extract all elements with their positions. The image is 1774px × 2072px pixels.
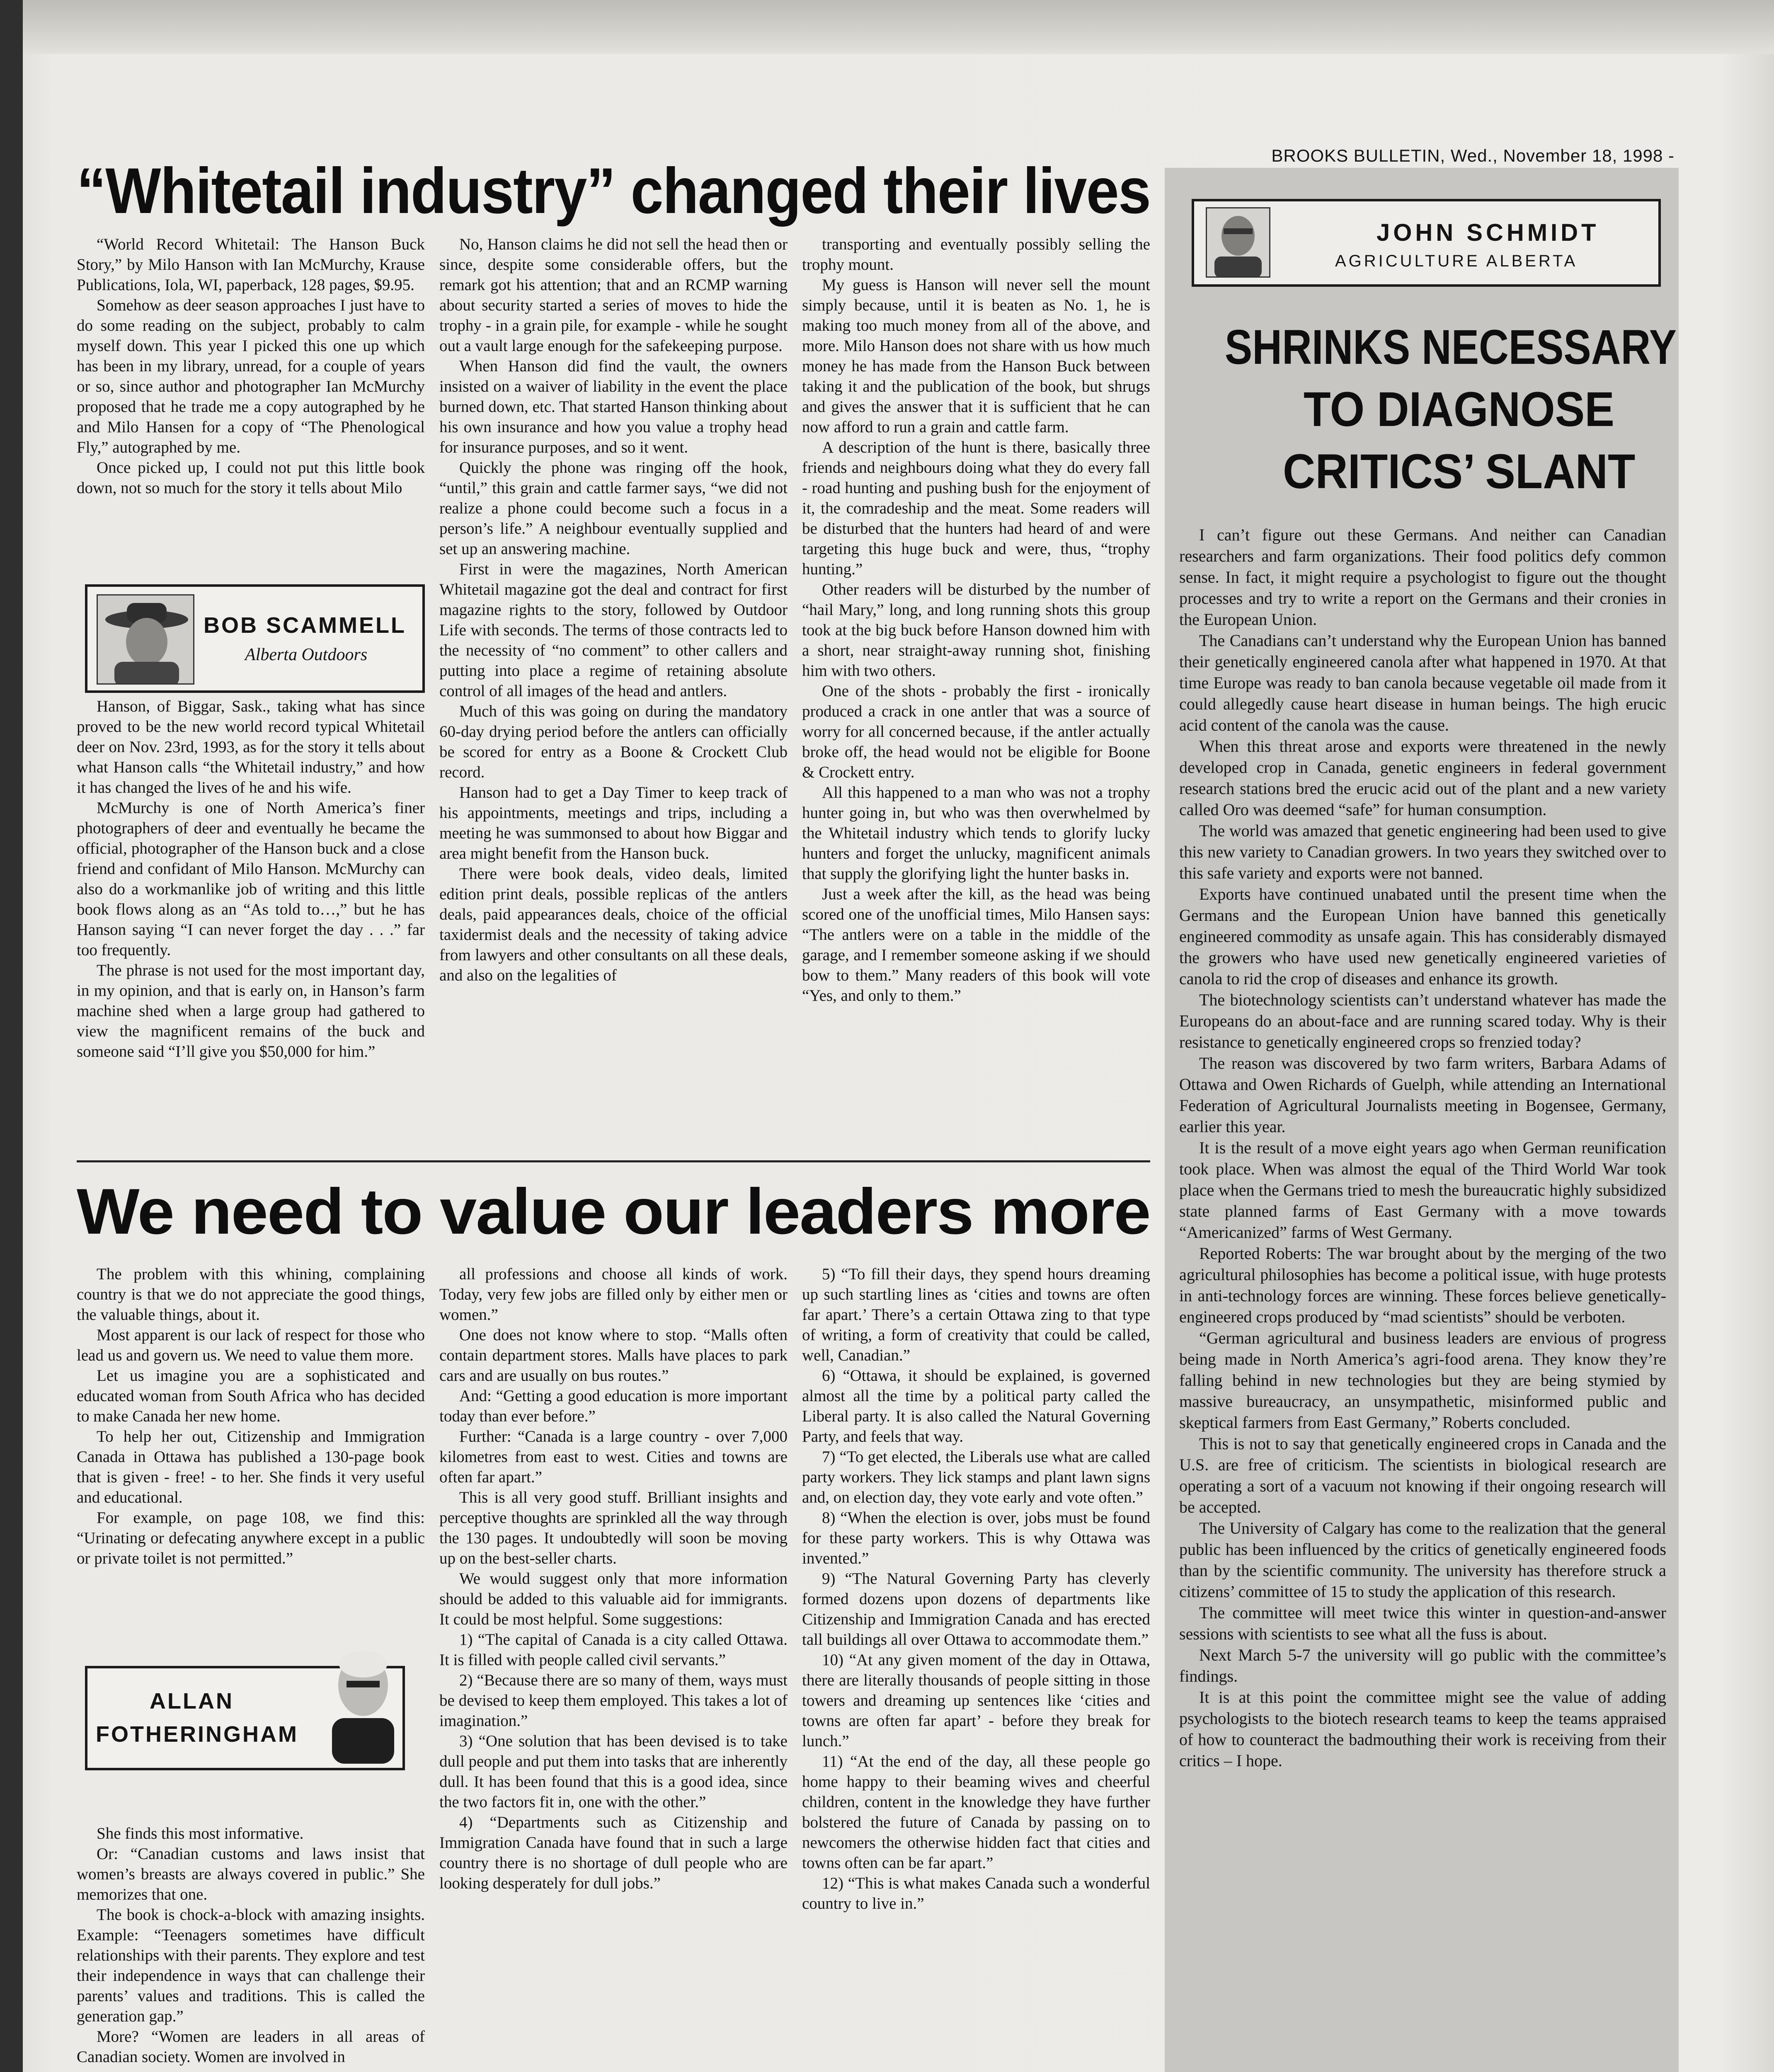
paragraph: It is the result of a move eight years ago when German reunification took place. When was almost the equal of the Third World War took place when the Germans tried to mesh the bureaucratic highly subsidized state planned farms of East Germany with a move towards “Americanized” farms of West Germany. (1179, 1138, 1666, 1242)
paragraph: Exports have continued unabated until the present time when the Germans and the European Union have banned this genetically engineered commodity as unsafe again. This has considerably dismayed the growers who have used new genetically engineered varieties of canola to rid the crop of diseases and enhance its growth. (1179, 885, 1666, 988)
headline-shrinks-line2: TO DIAGNOSE (1304, 382, 1614, 437)
paragraph: 2) “Because there are so many of them, ways must be devised to keep them employed. This takes a lot of imagination.” (439, 1671, 788, 1730)
paragraph: 12) “This is what makes Canada such a wonderful country to live in.” (802, 1874, 1150, 1912)
author-name: JOHN SCHMIDT (1377, 219, 1600, 246)
paragraph: When this threat arose and exports were threatened in the newly developed crop in Canada, genetic engineers in federal government research stations bred the erucic acid out of the plant and a new variety called Oro was deemed “safe” for human consumption. (1179, 737, 1666, 819)
article3-col3 (802, 1264, 1150, 1914)
paragraph: 7) “To get elected, the Liberals use what are called party workers. They lick stamps and plant lawn signs and, on election day, they vote early and vote often.” (802, 1448, 1150, 1506)
article3-col1b (77, 1823, 425, 2067)
paragraph: She finds this most informative. (97, 1825, 304, 1842)
paragraph: More? “Women are leaders in all areas of Canadian society. Women are involved in (77, 2028, 425, 2066)
paragraph: 4) “Departments such as Citizenship and Immigration Canada have found that in such a large country there is no shortage of dull people who are looking desperately for dull jobs.” (439, 1813, 788, 1892)
paragraph: The book is chock-a-block with amazing insights. Example: “Teenagers sometimes have difficult relationships with their parents. They explore and test their independence in ways that can challenge their parents’ values and traditions. This is called the generation gap.” (77, 1906, 425, 2025)
author-photo-image (1207, 208, 1269, 276)
paragraph: I can’t figure out these Germans. And neither can Canadian researchers and farm organizations. Their food politics defy common sense. In fact, it might require a psychologist to figure out the thought processes and try to write a report on the Germans and their cronies in the European Union. (1179, 525, 1666, 629)
paragraph: 11) “At the end of the day, all these people go home happy to their beaming wives and cheerful children, content in the knowledge they have further bolstered the future of Canada by passing on to newcomers the otherwise hidden fact that cities and towns often can be far apart.” (802, 1752, 1150, 1872)
scan-left-edge (0, 0, 23, 2072)
paragraph: 9) “The Natural Governing Party has cleverly formed dozens upon dozens of departments like Citizenship and Immigration Canada and has erected tall buildings all over Ottawa to accommodate them.” (802, 1570, 1150, 1648)
article3-col2 (439, 1264, 788, 1893)
headline-value-leaders: We need to value our leaders more (77, 1176, 1150, 1248)
paragraph: Other readers will be disturbed by the number of “hail Mary,” long, and long running shots this group took at the big buck before Hanson downed him with a short, near straight-away running shot, finishing him with two others. (802, 581, 1150, 680)
paragraph: And: “Getting a good education is more important today than ever before.” (439, 1387, 788, 1425)
paragraph: Once picked up, I could not put this little book down, not so much for the story it tells about Milo (77, 459, 425, 497)
article3-col1a (77, 1264, 425, 1569)
author-photo (1206, 207, 1270, 278)
paragraph: transporting and eventually possibly selling the trophy mount. (802, 235, 1150, 274)
paragraph: A description of the hunt is there, basically three friends and neighbours doing what they do every fall - road hunting and pushing bush for the enjoyment of it, the comradeship and the meat. Some readers will be disturbed that the hunters had heard of and were targeting this huge buck and were, thus, “trophy hunting.” (802, 438, 1150, 578)
paragraph: To help her out, Citizenship and Immigration Canada in Ottawa has published a 130-page book that is given - free! - to her. She finds it very useful and educational. (77, 1428, 425, 1506)
paragraph: There were book deals, video deals, limited edition print deals, possible replicas of the antlers deals, paid appearances deals, choice of the official taxidermist deals and the necessity of taking advice from lawyers and other consultants on all these deals, and also on the legalities of (439, 865, 788, 984)
paragraph: My guess is Hanson will never sell the mount simply because, until it is beaten as No. 1, he is making too much money from all of the above, and more. Milo Hanson does not share with us how much money he has made from the Hanson Buck between taking it and the publication of the book, but shrugs and gives the answer that it is sufficient that he can now afford to run a grain and cattle farm. (802, 276, 1150, 436)
paragraph: The reason was discovered by two farm writers, Barbara Adams of Ottawa and Owen Richards of Guelph, while attending an International Federation of Agricultural Journalists meeting in Bogensee, Germany, earlier this year. (1179, 1054, 1666, 1136)
author-photo-image (98, 595, 193, 683)
article2-body (1179, 524, 1666, 1771)
paragraph: The problem with this whining, complaining country is that we do not appreciate the good things, the valuable things, about it. (77, 1265, 425, 1324)
paragraph: Most apparent is our lack of respect for those who lead us and govern us. We need to value them more. (77, 1326, 425, 1364)
paragraph: The University of Calgary has come to the realization that the general public has been influenced by the critics of genetically engineered foods than by the scientific community. The university has therefore struck a citizens’ committee of 15 to study the application of this research. (1179, 1519, 1666, 1601)
paragraph: 1) “The capital of Canada is a city called Ottawa. It is filled with people called civil servants.” (439, 1631, 788, 1669)
paragraph: This is all very good stuff. Brilliant insights and perceptive thoughts are sprinkled all the way through the 130 pages. It undoubtedly will soon be moving up on the best-seller charts. (439, 1489, 788, 1567)
article1-col1a (77, 234, 425, 498)
paragraph: One does not know where to stop. “Malls often contain department stores. Malls have places to park cars and are usually on bus routes.” (439, 1326, 788, 1385)
paragraph: 10) “At any given moment of the day in Ottawa, there are literally thousands of people sitting in those towers and dreaming up sentences like ‘cities and towns are often far apart’ - before they break for lunch.” (802, 1651, 1150, 1750)
paragraph: Quickly the phone was ringing off the hook, “until,” this grain and cattle farmer says, “we did not realize a phone could become such a focus in a person’s life.” A neighbour eventually supplied and set up an answering machine. (439, 459, 788, 558)
byline-john-schmidt (1192, 199, 1661, 287)
paragraph: Somehow as deer season approaches I just have to do some reading on the subject, probably to calm myself down. This year I picked this one up which has been in my library, unread, for a couple of years or so, since author and photographer Ian McMurchy proposed that he trade me a copy autographed by he and Milo Hansen for a copy of “The Phenological Fly,” autographed by me. (77, 296, 425, 456)
article1-col1b (77, 696, 425, 1062)
paragraph: We would suggest only that more information should be added to this valuable aid for immigrants. It could be most helpful. Some suggestions: (439, 1570, 788, 1628)
paragraph: No, Hanson claims he did not sell the head then or since, despite some considerable offers, but the remark got his attention; that and an RCMP warning about security started a series of moves to hide the trophy - in a grain pile, for example - while he sought out a vault large enough for the safekeeping purpose. (439, 235, 788, 355)
paragraph: It is at this point the committee might see the value of adding psychologists to the biotech research teams to keep the teams appraised of how to counteract the badmouthing their work is receiving from their critics – I hope. (1179, 1688, 1666, 1770)
headline-shrinks-line1: SHRINKS NECESSARY (1225, 320, 1677, 375)
paragraph: “German agricultural and business leaders are envious of progress being made in North America’s agri-food arena. They know they’re falling behind in new technologies but they are being stymied by massive bureaucracy, an unsympathetic, misinformed public and skeptical farmers from East Germany,” Roberts concluded. (1179, 1329, 1666, 1432)
article1-col2 (439, 234, 788, 985)
paragraph: For example, on page 108, we find this: “Urinating or defecating anywhere except in a public or private toilet is not permitted.” (77, 1509, 425, 1567)
paragraph: This is not to say that genetically engineered crops in Canada and the U.S. are free of criticism. The scientists in biological research are operating a sort of a vacuum not knowing if their ongoing research will be accepted. (1179, 1434, 1666, 1516)
headline-whitetail: “Whitetail industry” changed their lives (77, 155, 1151, 227)
byline-allan-fotheringham (85, 1666, 405, 1770)
author-name-line2: FOTHERINGHAM (96, 1722, 298, 1747)
paragraph: The phrase is not used for the most important day, in my opinion, and that is early on, in Hanson’s farm machine shed when a large group had gathered to view the magnificent remains of the buck and someone said “I’ll give you $50,000 for him.” (77, 961, 425, 1060)
author-photo (328, 1639, 398, 1764)
paragraph: 5) “To fill their days, they spend hours dreaming up such startling lines as ‘cities and towns are often far apart.’ There’s a certain Ottawa zing to that type of writing, a form of creativity that could be called, well, Canadian.” (802, 1265, 1150, 1364)
paragraph: When Hanson did find the vault, the owners insisted on a waiver of liability in the event the place burned down, etc. That started Hanson thinking about his own insurance and how you value a trophy head for insurance purposes, and so it went. (439, 357, 788, 456)
paragraph: Let us imagine you are a sophisticated and educated woman from South Africa who has decided to make Canada her new home. (77, 1367, 425, 1425)
paragraph: Reported Roberts: The war brought about by the merging of the two agricultural philosophies has become a political issue, with huge protests in anti-technology forces are winning. These forces believe genetically-engineered crops produced by “mad scientists” should be verboten. (1179, 1244, 1666, 1326)
page-folio: BROOKS BULLETIN, Wed., November 18, 1998 - (1271, 146, 1675, 165)
section-rule (77, 1160, 1150, 1162)
column-name: Alberta Outdoors (245, 645, 368, 664)
paragraph: First in were the magazines, North American Whitetail magazine got the deal and contract for first magazine rights to the story, followed by Outdoor Life with seconds. The terms of those contracts led to the necessity of “no comment” to other callers and putting into place a regime of retaining absolute control of all images of the head and antlers. (439, 560, 788, 700)
paragraph: Further: “Canada is a large country - over 7,000 kilometres from east to west. Cities and towns are often far apart.” (439, 1428, 788, 1486)
article1-col3 (802, 234, 1150, 1006)
paragraph: 8) “When the election is over, jobs must be found for these party workers. This is why Ottawa was invented.” (802, 1509, 1150, 1567)
headline-shrinks-line3: CRITICS’ SLANT (1283, 444, 1636, 499)
paragraph: Hanson had to get a Day Timer to keep track of his appointments, meetings and trips, including a meeting he was summonsed to about how Biggar and area might benefit from the Hanson buck. (439, 784, 788, 862)
author-name: BOB SCAMMELL (204, 613, 406, 638)
paragraph: McMurchy is one of North America’s finer photographers of deer and eventually he became the official, photographer of the Hanson buck and a close friend and confidant of Milo Hanson. McMurchy can also do a workmanlike job of writing and this little book flows along as an “As told to…,” but he has Hanson saying “I can never forget the day . . .” far too frequently. (77, 799, 425, 959)
paragraph: The world was amazed that genetic engineering had been used to give this new variety to Canadian growers. In two years they switched over to this safe variety and exports were not banned. (1179, 821, 1666, 882)
paragraph: all professions and choose all kinds of work. Today, very few jobs are filled only by either men or women.” (439, 1265, 788, 1324)
paragraph: Next March 5-7 the university will go public with the committee’s findings. (1179, 1646, 1666, 1685)
paragraph: Much of this was going on during the mandatory 60-day drying period before the antlers can officially be scored for entry as a Boone & Crockett Club record. (439, 702, 788, 781)
paragraph: All this happened to a man who was not a trophy hunter going in, but who was then overwhelmed by the Whitetail industry which tends to glorify lucky hunters and forget the unlucky, magnificent animals that supply the glorifying light the hunter basks in. (802, 784, 1150, 883)
paragraph: 3) “One solution that has been devised is to take dull people and put them into tasks that are inherently dull. It has been found that this is a good idea, since the two factors fit in, one with the other.” (439, 1732, 788, 1811)
author-name-line1: ALLAN (150, 1689, 234, 1714)
paragraph: The committee will meet twice this winter in question-and-answer sessions with scientists to see what all the fuss is about. (1179, 1603, 1666, 1643)
scan-top-edge (0, 0, 1774, 54)
paragraph: 6) “Ottawa, it should be explained, is governed almost all the time by a political party called the Liberal party. It is also called the Natural Governing Party, and feels that way. (802, 1367, 1150, 1445)
byline-bob-scammell (85, 584, 425, 693)
paragraph: The biotechnology scientists can’t understand whatever has made the Europeans do an about-face and are running scared today. Why is their resistance to genetically engineered crops so frenzied today? (1179, 990, 1666, 1051)
author-photo-image (328, 1639, 398, 1764)
paragraph: The Canadians can’t understand why the European Union has banned their genetically engineered canola after what happened in 1970. At that time Europe was ready to ban canola because vegetable oil made from it could allegedly cause heart disease in human beings. The high erucic acid content of the canola was the cause. (1179, 631, 1666, 734)
paragraph: Hanson, of Biggar, Sask., taking what has since proved to be the new world record typical Whitetail deer on Nov. 23rd, 1993, as for the story it tells about what Hanson calls “the Whitetail industry,” and how it has changed the lives of he and his wife. (77, 697, 425, 796)
paragraph: Or: “Canadian customs and laws insist that women’s breasts are always covered in public.” She memorizes that one. (77, 1845, 425, 1903)
paragraph: “World Record Whitetail: The Hanson Buck Story,” by Milo Hanson with Ian McMurchy, Krause Publications, Iola, WI, paperback, 128 pages, $9.95. (77, 235, 425, 294)
author-photo (97, 594, 194, 685)
paragraph: One of the shots - probably the first - ironically produced a crack in one antler that was a source of worry for all concerned because, if the antler actually broke off, the head would not be eligible for Boone & Crockett entry. (802, 682, 1150, 781)
author-organization: AGRICULTURE ALBERTA (1335, 252, 1578, 270)
paragraph: Just a week after the kill, as the head was being scored one of the unofficial times, Milo Hansen says: “The antlers were on a table in the middle of the garage, and I remember someone asking if we should bow to them.” Many readers of this book will vote “Yes, and only to them.” (802, 885, 1150, 1005)
